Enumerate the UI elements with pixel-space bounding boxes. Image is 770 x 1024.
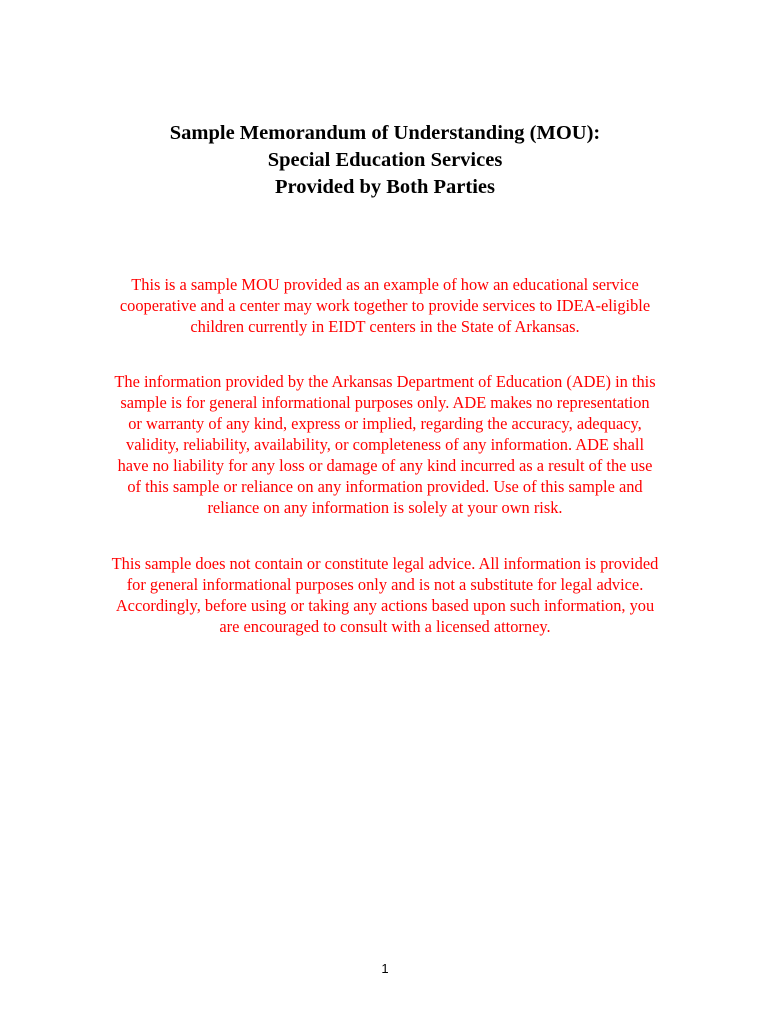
sample-mou-description — [85, 274, 685, 337]
page-number: 1 — [381, 961, 389, 976]
document-title — [0, 120, 770, 201]
paragraph-line: This sample does not contain or constitute legal advice. All information is provided — [111, 554, 659, 573]
paragraph-line: children currently in EIDT centers in the State of Arkansas. — [190, 317, 580, 336]
paragraph-line: cooperative and a center may work together to provide services to IDEA-eligible — [119, 296, 651, 315]
paragraph-line: are encouraged to consult with a licensed attorney. — [219, 617, 551, 636]
paragraph-line: have no liability for any loss or damage of any kind incurred as a result of the use — [117, 456, 653, 475]
ade-disclaimer — [85, 371, 685, 518]
paragraph-line: validity, reliability, availability, or completeness of any information. ADE shall — [126, 435, 644, 454]
paragraph-line: reliance on any information is solely at your own risk. — [207, 498, 563, 517]
paragraph-line: This is a sample MOU provided as an example of how an educational service — [131, 275, 639, 294]
paragraph-line: or warranty of any kind, express or implied, regarding the accuracy, adequacy, — [128, 414, 642, 433]
title-line: Sample Memorandum of Understanding (MOU): — [169, 122, 601, 144]
paragraph-line: of this sample or reliance on any information provided. Use of this sample and — [127, 477, 643, 496]
title-line: Provided by Both Parties — [275, 176, 495, 198]
paragraph-line: for general informational purposes only and is not a substitute for legal advice. — [126, 575, 644, 594]
title-line: Special Education Services — [267, 149, 503, 171]
paragraph-line: sample is for general informational purposes only. ADE makes no representation — [120, 393, 650, 412]
legal-advice-disclaimer — [85, 553, 685, 637]
paragraph-line: Accordingly, before using or taking any actions based upon such information, you — [115, 596, 655, 615]
paragraph-line: The information provided by the Arkansas Department of Education (ADE) in this — [114, 372, 656, 391]
